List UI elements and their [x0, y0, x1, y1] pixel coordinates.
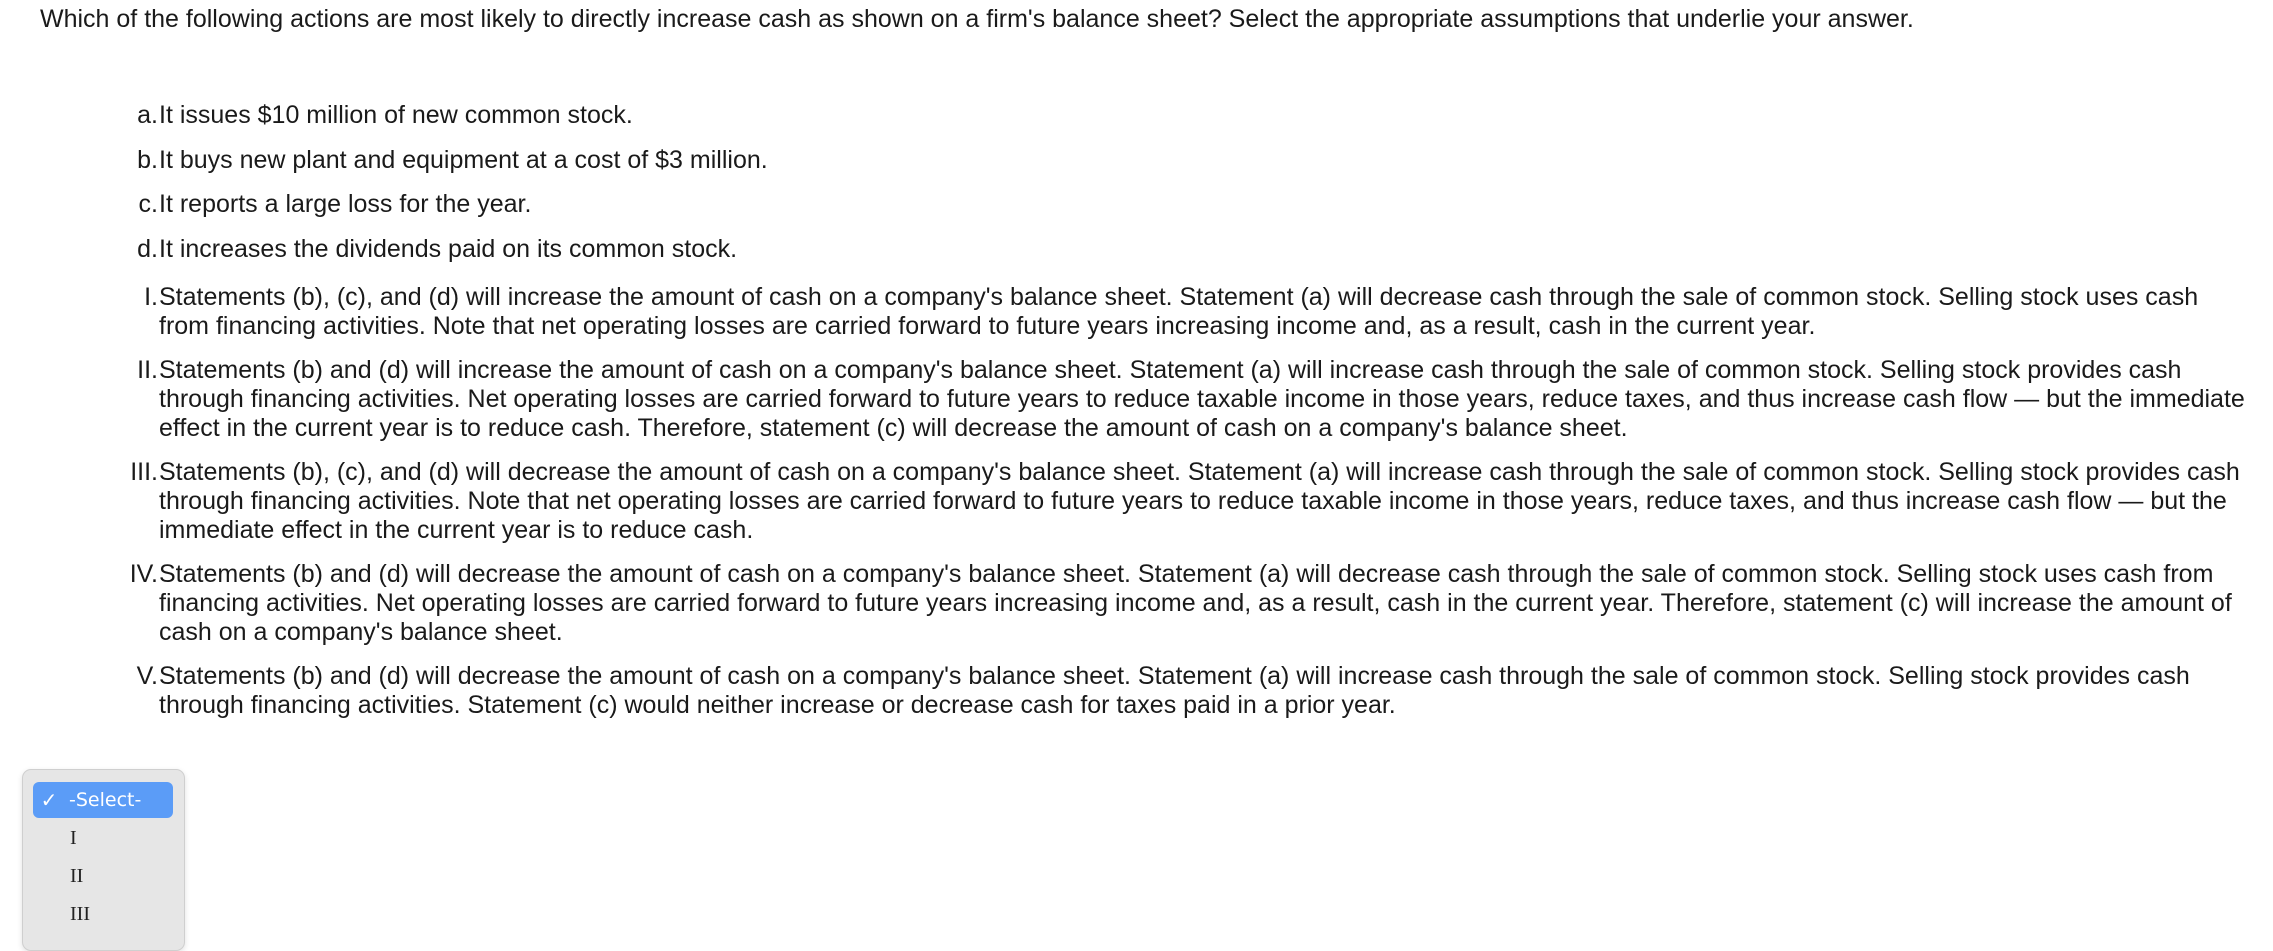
dropdown-option-label: II — [70, 865, 84, 887]
answer-option — [100, 283, 2250, 341]
option-marker: V. — [136, 662, 158, 690]
action-marker: d. — [137, 234, 158, 263]
option-text: Statements (b), (c), and (d) will increase the amount of cash on a company's balance sheet. Statement (a) will decrease cash through the sale of common stock. Selling stock uses cash from financing activities. Note that net operating losses are carried forward to future years increasing income and, as a result, cash in the current year. — [159, 283, 2199, 340]
dropdown-option-label: III — [70, 903, 90, 925]
option-text: Statements (b), (c), and (d) will decrease the amount of cash on a company's balance sheet. Statement (a) will increase cash through the sale of common stock. Selling stock provides cash through financing activities. Note that net operating losses are carried forward to future years to reduce taxable income in those years, reduce taxes, and thus increase cash flow — but the immediate effect in the current year is to reduce cash. — [159, 458, 2240, 544]
answer-option — [100, 662, 2250, 720]
option-text: Statements (b) and (d) will increase the amount of cash on a company's balance sheet. Statement (a) will increase cash through the sale of common stock. Selling stock provides cash through financing activities. Net operating losses are carried forward to future years to reduce taxable income in those years, reduce taxes, and thus increase cash flow — but the immediate effect in the current year is to reduce cash. Therefore, statement (c) will decrease the amount of cash on a company's balance sheet. — [159, 356, 2245, 442]
checkmark-icon: ✓ — [40, 788, 58, 812]
action-item — [100, 100, 2220, 130]
answer-dropdown-menu[interactable] — [22, 769, 185, 951]
action-marker: c. — [138, 190, 158, 218]
action-text: It buys new plant and equipment at a cost of $3 million. — [159, 145, 768, 174]
dropdown-option-i[interactable] — [33, 820, 173, 856]
answer-option — [100, 356, 2250, 443]
dropdown-option-ii[interactable] — [33, 858, 173, 894]
option-marker: III. — [130, 458, 158, 486]
action-marker: a. — [137, 101, 158, 129]
action-item — [100, 234, 2220, 264]
dropdown-option-select[interactable] — [33, 782, 173, 818]
action-list — [100, 100, 2220, 278]
answer-option — [100, 560, 2250, 647]
action-marker: b. — [137, 145, 158, 174]
dropdown-option-label: -Select- — [69, 789, 142, 811]
option-text: Statements (b) and (d) will decrease the amount of cash on a company's balance sheet. Statement (a) will increase cash through the sale of common stock. Selling stock provides cash through financing activities. Statement (c) would neither increase or decrease cash for taxes paid in a prior year. — [159, 662, 2190, 719]
answer-option-list — [100, 283, 2250, 735]
action-item — [100, 189, 2220, 219]
action-text: It increases the dividends paid on its common stock. — [159, 234, 738, 263]
option-marker: IV. — [129, 560, 158, 588]
option-marker: I. — [144, 283, 158, 311]
answer-option — [100, 458, 2250, 545]
dropdown-option-iii[interactable] — [33, 896, 173, 932]
action-text: It reports a large loss for the year. — [159, 190, 532, 218]
option-marker: II. — [137, 356, 158, 384]
option-text: Statements (b) and (d) will decrease the amount of cash on a company's balance sheet. Statement (a) will decrease cash through the sale of common stock. Selling stock uses cash from financing activities. Net operating losses are carried forward to future years increasing income and, as a result, cash in the current year. Therefore, statement (c) will increase the amount of cash on a company's balance sheet. — [159, 560, 2232, 646]
dropdown-option-label: I — [70, 827, 77, 849]
action-text: It issues $10 million of new common stock. — [159, 101, 633, 129]
action-item — [100, 145, 2220, 175]
question-text: Which of the following actions are most likely to directly increase cash as shown on a firm's balance sheet? Select the appropriate assumptions that underlie your answer. — [40, 5, 1914, 33]
